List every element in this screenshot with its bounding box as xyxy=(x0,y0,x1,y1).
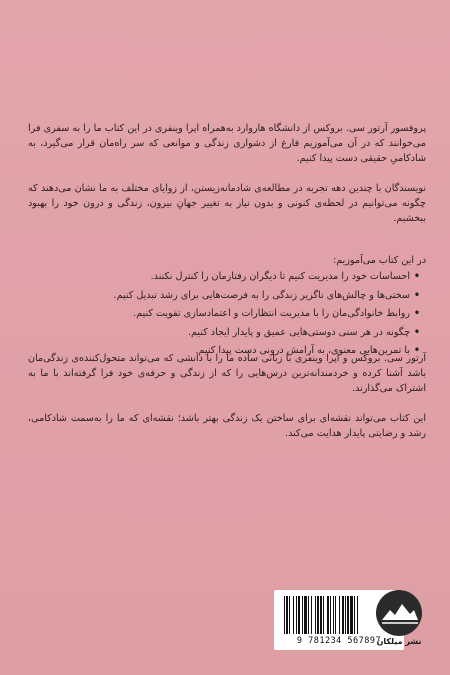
list-item xyxy=(28,325,420,340)
publisher-name: نشر میلکان xyxy=(376,637,422,646)
list-item xyxy=(28,306,420,321)
list-item-text: با تمرین‌هایی معنوی، به آرامش درونی دست پیدا کنیم. xyxy=(195,345,410,356)
list-item xyxy=(28,269,420,284)
description-paragraph-4: این کتاب می‌تواند نقشه‌ای برای ساختن یک زندگی بهتر باشد؛ نقشه‌ای که ما را به‌سمت شادکامی، رشد و رضایتی پایدار هدایت می‌کند. xyxy=(28,413,426,439)
learnings-list xyxy=(28,269,426,358)
publisher-logo-icon xyxy=(376,590,422,636)
description-paragraph-2: نویسندگان با چندین دهه تجربه در مطالعه‌ی شادمانه‌زیستن، از زوایای مختلف به ما نشان می‌دهند که چگونه می‌توانیم در لحظه‌ی کنونی و بدون نیاز به تغییر جهانِ بیرون، زندگی و درون خود را بهبود ببخشیم. xyxy=(28,183,426,224)
isbn-number: 9 781234 567897 xyxy=(296,636,382,646)
list-item-text: چگونه در هر سنی دوستی‌هایی عمیق و پایدار ایجاد کنیم. xyxy=(187,326,410,338)
description-paragraph-3: آرتور سی. بروکس و اپرا وینفری با زبانی ساده ما را با دانشی که می‌تواند متحول‌کننده‌ی زندگی‌مان باشد آشنا کرده و خردمندانه‌ترین درس‌هایی را که از زندگی و حرفه‌ی خود فرا گرفته‌اند با ما به اشتراک می‌گذارند. xyxy=(28,353,426,394)
bullet-icon: • xyxy=(413,308,420,319)
list-item-text: سختی‌ها و چالش‌های ناگزیر زندگی را به فرصت‌هایی برای رشد تبدیل کنیم. xyxy=(113,289,410,301)
learnings-list-title: در این کتاب می‌آموزیم: xyxy=(333,255,426,266)
bullet-icon: • xyxy=(413,289,420,301)
bullet-icon: • xyxy=(413,345,420,356)
list-item xyxy=(28,288,420,303)
publisher-logo xyxy=(372,590,434,652)
list-item-text: روابط خانوادگی‌مان را با مدیریت انتظارات و اعتمادسازی تقویت کنیم. xyxy=(133,308,410,319)
description-paragraph-1: پروفسور آرتور سی. بروکس از دانشگاه هاروارد به‌همراه اپرا وینفری در این کتاب ما را به سفری فرا می‌خوانند که در آن می‌آموزیم فارغ از دشواری زندگی و موانعی که سر راه‌مان قرار می‌گیرد، به شادکامیِ حقیقی دست پیدا کنیم. xyxy=(28,123,426,164)
bullet-icon: • xyxy=(413,271,420,282)
bullet-icon: • xyxy=(413,326,420,338)
learnings-list-block xyxy=(28,253,426,362)
list-item-text: احساسات خود را مدیریت کنیم تا دیگران رفتارمان را کنترل نکنند. xyxy=(150,271,410,282)
